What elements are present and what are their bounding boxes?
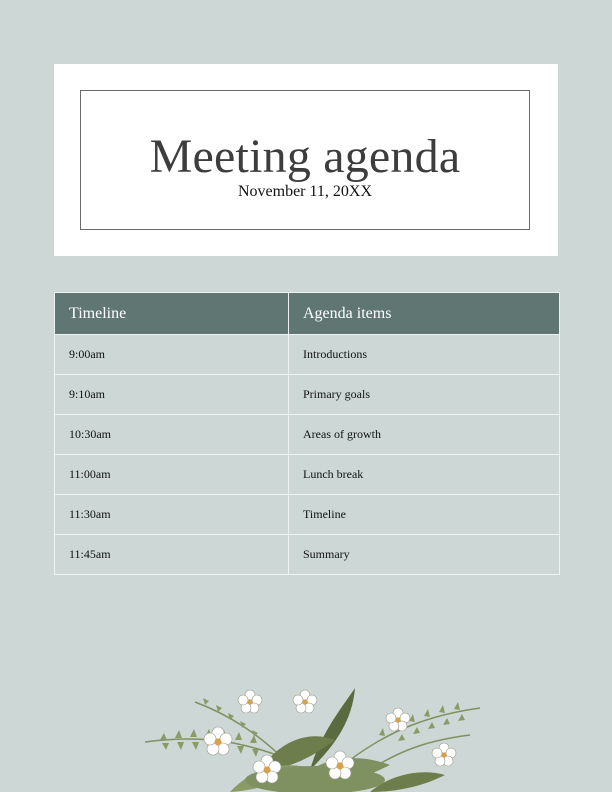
header-panel: [54, 64, 558, 256]
time-cell: 11:30am: [55, 495, 289, 535]
time-cell: 11:00am: [55, 455, 289, 495]
table-row: [55, 415, 560, 455]
agenda-table: [54, 292, 560, 575]
page-title: Meeting agenda: [149, 130, 461, 183]
meeting-date: November 11, 20XX: [237, 183, 373, 200]
table-row: [55, 375, 560, 415]
item-cell: Summary: [289, 535, 560, 575]
table-row: [55, 335, 560, 375]
time-cell: 11:45am: [55, 535, 289, 575]
item-cell: Introductions: [289, 335, 560, 375]
item-cell: Timeline: [289, 495, 560, 535]
column-header-agenda-items: Agenda items: [289, 293, 560, 335]
item-cell: Areas of growth: [289, 415, 560, 455]
table-row: [55, 495, 560, 535]
table-header-row: [55, 293, 560, 335]
floral-bouquet-icon: [140, 680, 490, 792]
table-row: [55, 535, 560, 575]
time-cell: 9:10am: [55, 375, 289, 415]
item-cell: Primary goals: [289, 375, 560, 415]
item-cell: Lunch break: [289, 455, 560, 495]
table-row: [55, 455, 560, 495]
time-cell: 9:00am: [55, 335, 289, 375]
column-header-timeline: Timeline: [55, 293, 289, 335]
header-frame: [80, 90, 530, 230]
time-cell: 10:30am: [55, 415, 289, 455]
